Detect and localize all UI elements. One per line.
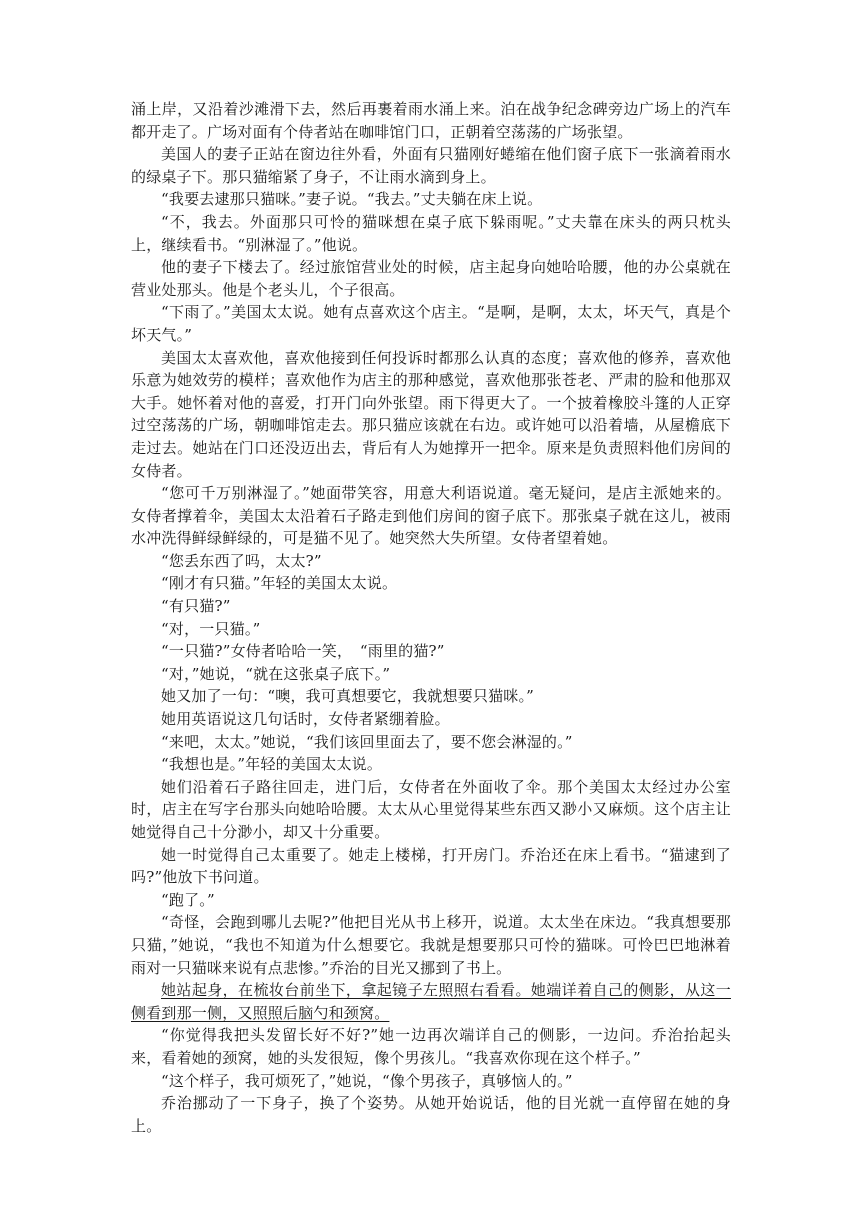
- paragraph: “奇怪，会跑到哪儿去呢?”他把目光从书上移开，说道。太太坐在床边。“我真想要那只猫，”她说，“我也不知道为什么想要它。我就是想要那只可怜的猫咪。可怜巴巴地淋着雨对一只猫咪来说有点悲惨。”乔治的目光又挪到了书上。: [131, 913, 731, 977]
- dialogue-line: 她又加了一句：“噢，我可真想要它，我就想要只猫咪。”: [161, 687, 535, 706]
- paragraph: 她一时觉得自己太重要了。她走上楼梯，打开房门。乔治还在床上看书。“猫逮到了吗?”他放下书问道。: [131, 845, 731, 887]
- paragraph: 他的妻子下楼去了。经过旅馆营业处的时候，店主起身向她哈哈腰，他的办公桌就在营业处那头。他是个老头儿，个子很高。: [131, 258, 731, 299]
- paragraph: 涌上岸，又沿着沙滩滑下去，然后再裹着雨水涌上来。泊在战争纪念碑旁边广场上的汽车都开走了。广场对面有个侍者站在咖啡馆门口，正朝着空荡荡的广场张望。: [131, 100, 731, 141]
- paragraph: “我要去逮那只猫咪。”妻子说。“我去。”丈夫躺在床上说。: [161, 190, 543, 209]
- dialogue-line: “对，”她说，“就在这张桌子底下。”: [161, 664, 391, 683]
- dialogue-line: “跑了。”: [161, 890, 215, 909]
- dialogue-line: “您丢东西了吗，太太?”: [161, 551, 322, 570]
- document-body: [131, 98, 731, 1137]
- paragraph: 美国太太喜欢他，喜欢他接到任何投诉时都那么认真的态度；喜欢他的修养，喜欢他乐意为她效劳的模样；喜欢他作为店主的那种感觉，喜欢他那张苍老、严肃的脸和他那双大手。她怀着对他的喜爱，打开门向外张望。雨下得更大了。一个披着橡胶斗篷的人正穿过空荡荡的广场，朝咖啡馆走去。那只猫应该就在右边。或许她可以沿着墙，从屋檐底下走过去。她站在门口还没迈出去，背后有人为她撑开一把伞。原来是负责照料他们房间的女侍者。: [131, 348, 731, 480]
- dialogue-line: “我想也是。”年轻的美国太太说。: [161, 755, 383, 774]
- dialogue-line: “这个样子，我可烦死了，”她说，“像个男孩子，真够恼人的。”: [161, 1071, 573, 1090]
- paragraph: 美国人的妻子正站在窗边往外看，外面有只猫刚好蜷缩在他们窗子底下一张滴着雨水的绿桌子下。那只猫缩紧了身子，不让雨水滴到身上。: [131, 145, 731, 186]
- paragraph: 她用英语说这几句话时，女侍者紧绷着脸。: [161, 710, 450, 729]
- underlined-paragraph: 她站起身，在梳妆台前坐下，拿起镜子左照照右看看。她端详着自己的侧影，从这一侧看到那一侧，又照照后脑勺和颈窝。: [131, 981, 731, 1022]
- paragraph: “下雨了。”美国太太说。她有点喜欢这个店主。“是啊，是啊，太太，坏天气，真是个坏天气。”: [131, 303, 731, 344]
- dialogue-line: “有只猫?”: [161, 597, 231, 616]
- dialogue-line: “来吧，太太。”她说，“我们该回里面去了，要不您会淋湿的。”: [161, 732, 573, 751]
- paragraph: “您可千万别淋湿了。”她面带笑容，用意大利语说道。毫无疑问，是店主派她来的。女侍者撑着伞，美国太太沿着石子路走到他们房间的窗子底下。那张桌子就在这儿，被雨水冲洗得鲜绿鲜绿的，可是猫不见了。她突然大失所望。女侍者望着她。: [131, 484, 731, 548]
- paragraph: “不，我去。外面那只可怜的猫咪想在桌子底下躲雨呢。”丈夫靠在床头的两只枕头上，继续看书。“别淋湿了。”他说。: [131, 212, 731, 254]
- paragraph: “你觉得我把头发留长好不好?”她一边再次端详自己的侧影，一边问。乔治抬起头来，看着她的颈窝，她的头发很短，像个男孩儿。“我喜欢你现在这个样子。”: [131, 1026, 731, 1067]
- paragraph: 乔治挪动了一下身子，换了个姿势。从她开始说话，他的目光就一直停留在她的身上。: [131, 1094, 731, 1135]
- dialogue-line: “一只猫?”女侍者哈哈一笑， “雨里的猫?”: [161, 642, 445, 661]
- paragraph: 她们沿着石子路往回走，进门后，女侍者在外面收了伞。那个美国太太经过办公室时，店主在写字台那头向她哈哈腰。太太从心里觉得某些东西又渺小又麻烦。这个店主让她觉得自己十分渺小，却又十分重要。: [131, 777, 731, 841]
- dialogue-line: “刚才有只猫。”年轻的美国太太说。: [161, 574, 398, 593]
- dialogue-line: “对，一只猫。”: [161, 619, 261, 638]
